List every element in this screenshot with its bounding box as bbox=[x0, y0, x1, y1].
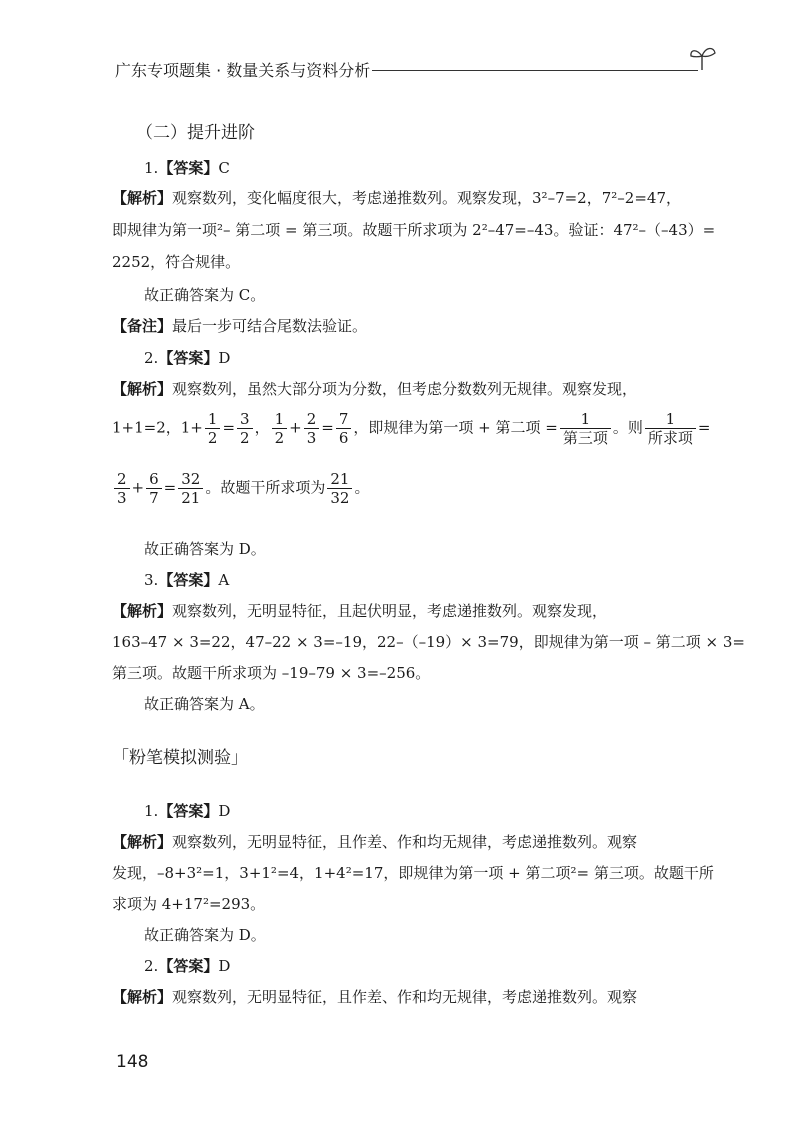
s1-q2-fraction-line: 1+1=2，1+ $\frac{1}{2}$ = $\frac{3}{2}$ ， $\frac{1}{2}$ + $\frac{2}{3}$ = $\frac{7}{6}$ ，即规律为第一项 + 第二项 = $\frac{1}{\text{第三项}}$ 。则 $\frac{1}{\text{所求项}}$ = bbox=[112, 410, 711, 447]
explanation-text: 观察数列，无明显特征，且作差、作和均无规律，考虑递推数列。观察 bbox=[172, 988, 638, 1006]
s1-q2-conclusion: 故正确答案为 D。 bbox=[144, 540, 266, 558]
expr-text: 。则 bbox=[612, 418, 643, 437]
s1-q3-explanation-line2: 163–47 × 3=22，47–22 × 3=–19，22–（–19）× 3=79，即规律为第一项 – 第二项 × 3= bbox=[112, 633, 745, 651]
expr-text: 。 bbox=[354, 478, 370, 497]
fraction: $\frac{32}{21}$ bbox=[178, 470, 203, 507]
s1-q3-explanation-line1 bbox=[112, 601, 607, 621]
s2-q1-answer-line bbox=[144, 801, 230, 821]
answer-label: 【答案】 bbox=[158, 957, 219, 975]
running-header-title: 广东专项题集 · 数量关系与资料分析 bbox=[115, 61, 371, 80]
section-heading-mock-test: 「粉笔模拟测验」 bbox=[112, 748, 248, 768]
s1-q1-explanation-line2: 即规律为第一项²– 第二项 = 第三项。故题干所求项为 2²–47=–43。验证：47²–（–43）= bbox=[112, 221, 716, 239]
fraction: $\frac{1}{\text{第三项}}$ bbox=[560, 410, 611, 447]
s1-q3-explanation-line3: 第三项。故题干所求项为 –19–79 × 3=–256。 bbox=[112, 664, 431, 682]
question-number: 2. bbox=[144, 349, 159, 367]
fraction: $\frac{21}{32}$ bbox=[327, 470, 352, 507]
note-label: 【备注】 bbox=[112, 317, 173, 335]
fraction: $\frac{7}{6}$ bbox=[336, 410, 352, 447]
s2-q2-explanation-line1 bbox=[112, 987, 637, 1007]
s1-q1-explanation-line3: 2252，符合规律。 bbox=[112, 253, 241, 271]
answer-value: C bbox=[218, 159, 230, 177]
explanation-label: 【解析】 bbox=[112, 988, 173, 1006]
answer-value: D bbox=[218, 802, 231, 820]
sprout-icon bbox=[688, 42, 718, 72]
fraction: $\frac{1}{2}$ bbox=[205, 410, 221, 447]
s1-q2-fraction-line2: $\frac{2}{3}$ + $\frac{6}{7}$ = $\frac{32}{21}$ 。故题干所求项为 $\frac{21}{32}$ 。 bbox=[112, 470, 369, 507]
explanation-label: 【解析】 bbox=[112, 189, 173, 207]
fraction: $\frac{1}{2}$ bbox=[272, 410, 288, 447]
header-rule bbox=[372, 70, 698, 71]
s2-q1-explanation-line1 bbox=[112, 832, 637, 852]
answer-label: 【答案】 bbox=[158, 571, 219, 589]
question-number: 3. bbox=[144, 571, 159, 589]
fraction: $\frac{6}{7}$ bbox=[146, 470, 162, 507]
page-number: 148 bbox=[116, 1052, 149, 1072]
s2-q1-explanation-line3: 求项为 4+17²=293。 bbox=[112, 895, 266, 913]
answer-value: D bbox=[218, 349, 231, 367]
answer-label: 【答案】 bbox=[158, 802, 219, 820]
s1-q2-answer-line bbox=[144, 348, 230, 368]
fraction: $\frac{1}{\text{所求项}}$ bbox=[645, 410, 696, 447]
expr-text: 1+1=2，1+ bbox=[112, 418, 203, 437]
s2-q1-explanation-line2: 发现，–8+3²=1，3+1²=4，1+4²=17，即规律为第一项 + 第二项²= 第三项。故题干所 bbox=[112, 864, 714, 882]
s1-q3-conclusion: 故正确答案为 A。 bbox=[144, 695, 265, 713]
answer-label: 【答案】 bbox=[158, 159, 219, 177]
s1-q1-conclusion: 故正确答案为 C。 bbox=[144, 286, 266, 304]
fraction: $\frac{2}{3}$ bbox=[304, 410, 320, 447]
fraction: $\frac{2}{3}$ bbox=[114, 470, 130, 507]
expr-text: 。故题干所求项为 bbox=[205, 478, 326, 497]
s1-q1-answer-line bbox=[144, 158, 230, 178]
explanation-label: 【解析】 bbox=[112, 833, 173, 851]
explanation-text: 观察数列，变化幅度很大，考虑递推数列。观察发现，3²–7=2，7²–2=47， bbox=[172, 189, 681, 207]
s2-q1-conclusion: 故正确答案为 D。 bbox=[144, 926, 266, 944]
explanation-text: 观察数列，虽然大部分项为分数，但考虑分数数列无规律。观察发现， bbox=[172, 380, 638, 398]
answer-label: 【答案】 bbox=[158, 349, 219, 367]
s1-q3-answer-line bbox=[144, 570, 229, 590]
s1-q2-explanation-line1 bbox=[112, 379, 637, 399]
answer-value: A bbox=[218, 571, 230, 589]
expr-text: ，即规律为第一项 + 第二项 = bbox=[353, 418, 558, 437]
note-text: 最后一步可结合尾数法验证。 bbox=[172, 317, 368, 335]
explanation-label: 【解析】 bbox=[112, 380, 173, 398]
s1-q1-note bbox=[112, 316, 367, 336]
section-heading-advanced: （二）提升进阶 bbox=[136, 123, 255, 143]
s1-q1-explanation-line1 bbox=[112, 188, 681, 208]
question-number: 1. bbox=[144, 802, 159, 820]
question-number: 2. bbox=[144, 957, 159, 975]
fraction: $\frac{3}{2}$ bbox=[237, 410, 253, 447]
answer-value: D bbox=[218, 957, 231, 975]
explanation-label: 【解析】 bbox=[112, 602, 173, 620]
explanation-text: 观察数列，无明显特征，且作差、作和均无规律，考虑递推数列。观察 bbox=[172, 833, 638, 851]
s2-q2-answer-line bbox=[144, 956, 230, 976]
explanation-text: 观察数列，无明显特征，且起伏明显，考虑递推数列。观察发现， bbox=[172, 602, 608, 620]
question-number: 1. bbox=[144, 159, 159, 177]
